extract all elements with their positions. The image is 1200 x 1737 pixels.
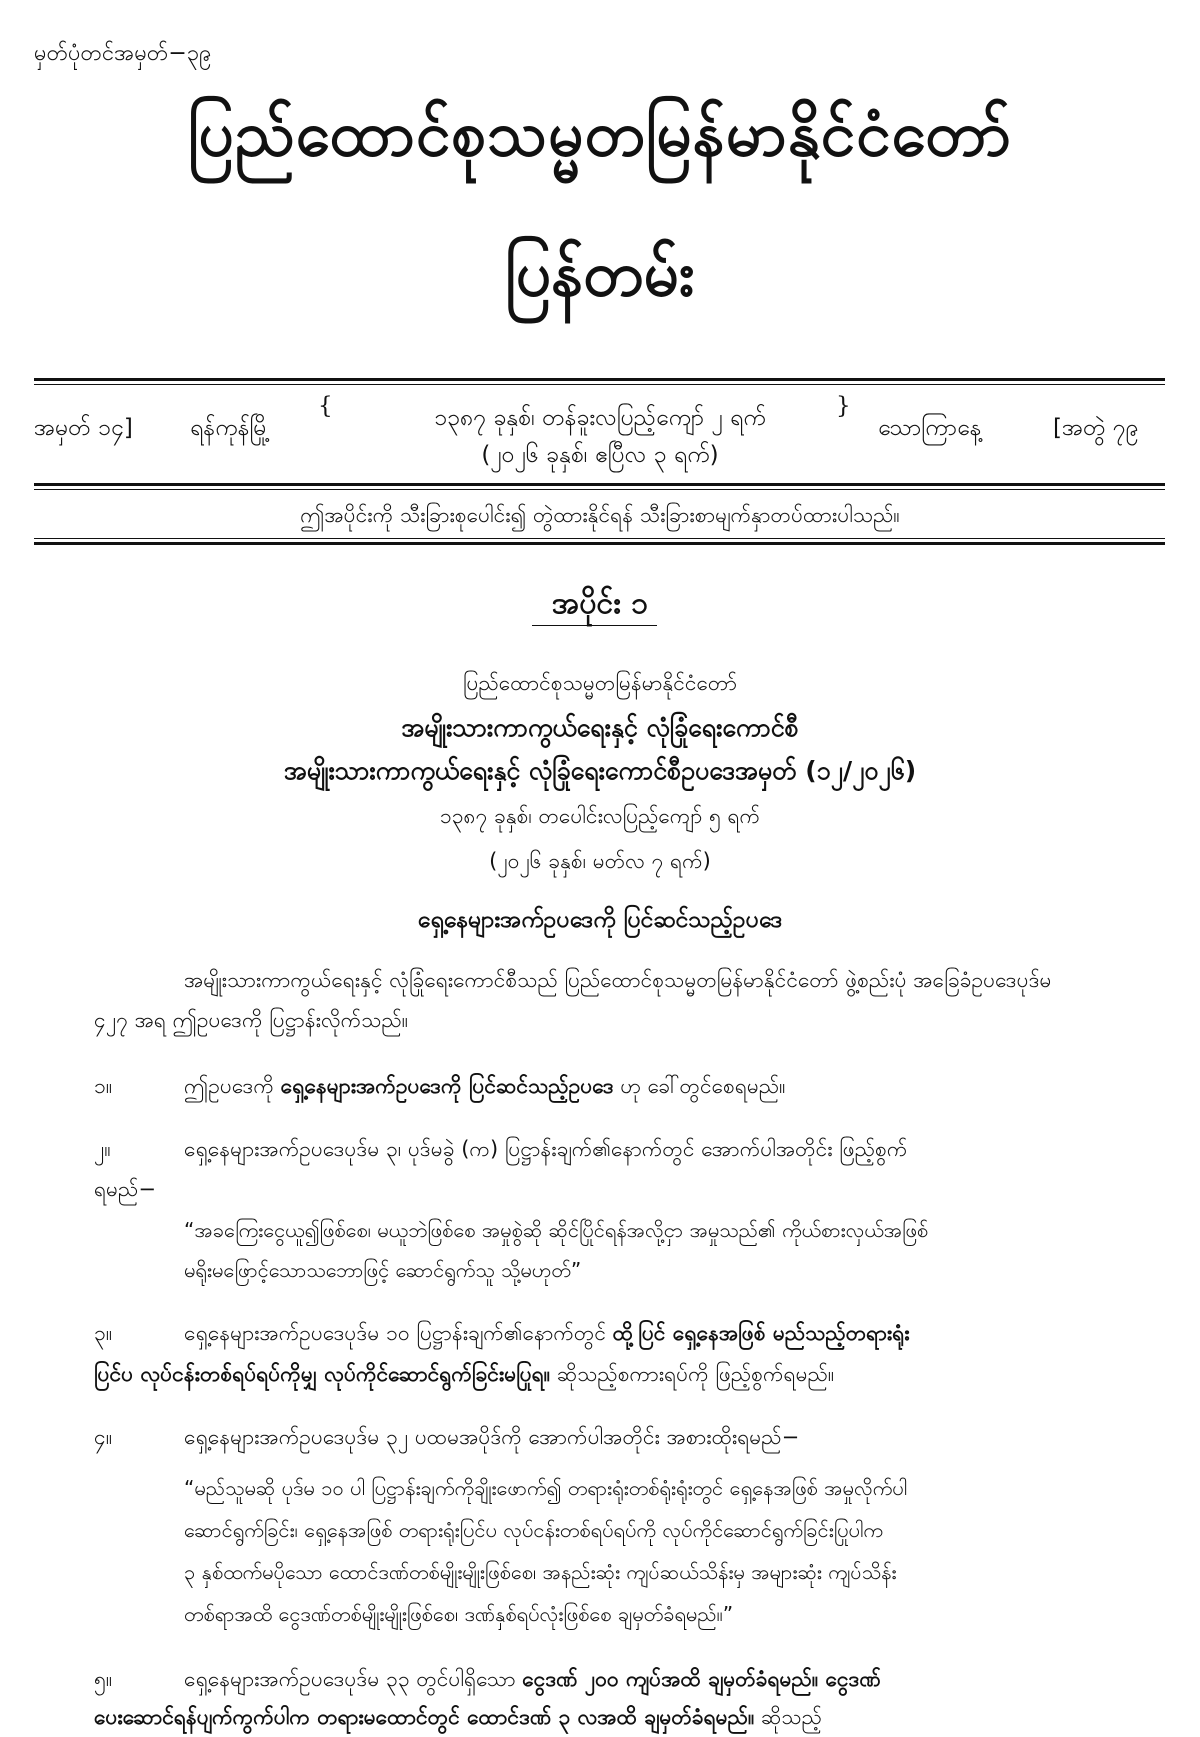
gazette-title: ပြည်ထောင်စုသမ္မတမြန်မာနိုင်ငံတော် (188, 97, 1012, 170)
section-1-text: ဤဥပဒေကို ရှေ့နေများအက်ဥပဒေကို ပြင်ဆင်သည့်ဥပဒေ ဟု ခေါ်တွင်စေရမည်။ (184, 1074, 786, 1098)
weekday: သောကြာနေ့ (878, 415, 982, 441)
section-3-text: ရှေ့နေများအက်ဥပဒေပုဒ်မ ၁၀ ပြဋ္ဌာန်းချက်၏နောက်တွင် ထို့ပြင် ရှေ့နေအဖြစ် မည်သည့်တရားရုံး (184, 1321, 910, 1345)
date-myanmar: ၁၃၈၇ ခုနှစ်၊ တန်ခူးလပြည့်ကျော် ၂ ရက် (434, 405, 766, 431)
rule-mid-thin (34, 489, 1165, 490)
volume-number: [အတွဲ ၇၉ (1053, 415, 1139, 441)
preamble: အမျိုးသားကာကွယ်ရေးနှင့် လုံခြုံရေးကောင်စီသည် ပြည်ထောင်စုသမ္မတမြန်မာနိုင်ငံတော် ဖွဲ့စည်းပုံ အခြေခံဥပဒေပုဒ်မ ၄၂၇ အရ ဤဥပဒေကို ပြဋ္ဌာန်းလိုက်သည်။ (94, 968, 1052, 1032)
rule-bottom-thin (34, 538, 1165, 539)
section-2-quote-2: မရိုးမဖြောင့်သောသဘောဖြင့် ဆောင်ရွက်သူ သို့မဟုတ်” (184, 1258, 582, 1282)
brace-right: } (836, 393, 851, 419)
law-date-myanmar: ၁၃၈၇ ခုနှစ်၊ တပေါင်းလပြည့်ကျော် ၅ ရက် (439, 804, 761, 828)
date-gregorian: (၂၀၂၆ ခုနှစ်၊ ဧပြီလ ၃ ရက်) (481, 442, 719, 468)
section-5-text-cont: ပေးဆောင်ရန်ပျက်ကွက်ပါက တရားမထောင်တွင် ထောင်ဒဏ် ၃ လအထိ ချမှတ်ခံရမည်။ ဆိုသည့် (94, 1705, 822, 1729)
section-4-text: ရှေ့နေများအက်ဥပဒေပုဒ်မ ၃၂ ပထမအပိုဒ်ကို အောက်ပါအတိုင်း အစားထိုးရမည်− (184, 1425, 800, 1449)
section-2-text-cont: ရမည်− (94, 1177, 156, 1201)
section-3-text-cont: ပြင်ပ လုပ်ငန်းတစ်ရပ်ရပ်ကိုမျှ လုပ်ကိုင်ဆောင်ရွက်ခြင်းမပြုရ။ ဆိုသည့်စကားရပ်ကို ဖြည့်စွက်ရမည်။ (94, 1362, 835, 1386)
section-5-number: ၅။ (94, 1667, 113, 1691)
law-council: အမျိုးသားကာကွယ်ရေးနှင့် လုံခြုံရေးကောင်စီ (401, 713, 799, 742)
gazette-subtitle: ပြန်တမ်း (505, 237, 695, 310)
law-issuer: ပြည်ထောင်စုသမ္မတမြန်မာနိုင်ငံတော် (462, 671, 737, 695)
brace-left: { (318, 393, 333, 419)
separate-page-notice: ဤအပိုင်းကို သီးခြားစုပေါင်း၍ တွဲထားနိုင်ရန် သီးခြားစာမျက်နှာတပ်ထားပါသည်။ (300, 503, 900, 527)
rule-top-thin (34, 384, 1165, 385)
issue-number: အမှတ် ၁၄] (34, 415, 133, 441)
section-2-quote-1: “အခကြေးငွေယူ၍ဖြစ်စေ၊ မယူဘဲဖြစ်စေ အမှုစွဲဆို ဆိုင်ပြိုင်ရန်အလို့ငှာ အမှုသည်၏ ကိုယ်စားလှယ်အဖြစ် (184, 1218, 929, 1242)
section-4-number: ၄။ (94, 1425, 113, 1449)
section-5-text: ရှေ့နေများအက်ဥပဒေပုဒ်မ ၃၃ တွင်ပါရှိသော ငွေဒဏ် ၂၀၀ ကျပ်အထိ ချမှတ်ခံရမည်။ ငွေဒဏ် (184, 1667, 881, 1691)
section-4-quote-1: “မည်သူမဆို ပုဒ်မ ၁၀ ပါ ပြဋ္ဌာန်းချက်ကိုချိုးဖောက်၍ တရားရုံးတစ်ရုံးရုံးတွင် ရှေ့နေအဖြစ် အမှုလိုက်ပါ (184, 1476, 908, 1500)
law-title: ရှေ့နေများအက်ဥပဒေကို ပြင်ဆင်သည့်ဥပဒေ (417, 907, 783, 933)
part-heading: အပိုင်း ၁ (551, 586, 649, 621)
part-underline (532, 625, 657, 626)
rule-top-thick (34, 378, 1165, 381)
law-date-gregorian: (၂၀၂၆ ခုနှစ်၊ မတ်လ ၇ ရက်) (489, 849, 711, 873)
section-3-number: ၃။ (94, 1321, 113, 1345)
section-1-number: ၁။ (94, 1074, 113, 1098)
section-4-quote-3: ၃ နှစ်ထက်မပိုသော ထောင်ဒဏ်တစ်မျိုးမျိုးဖြစ်စေ၊ အနည်းဆုံး ကျပ်ဆယ်သိန်းမှ အများဆုံး ကျပ်သိန်း (184, 1560, 897, 1584)
registration-number: မှတ်ပုံတင်အမှတ်−၃၉ (34, 41, 212, 66)
section-2-text: ရှေ့နေများအက်ဥပဒေပုဒ်မ ၃၊ ပုဒ်မခွဲ (က) ပြဋ္ဌာန်းချက်၏နောက်တွင် အောက်ပါအတိုင်း ဖြည့်စွက် (184, 1137, 908, 1161)
law-number: အမျိုးသားကာကွယ်ရေးနှင့် လုံခြုံရေးကောင်စီဥပဒေအမှတ် (၁၂/၂၀၂၆) (283, 756, 917, 785)
rule-mid-thick (34, 483, 1165, 486)
section-4-quote-4: တစ်ရာအထိ ငွေဒဏ်တစ်မျိုးမျိုးဖြစ်စေ၊ ဒဏ်နှစ်ရပ်လုံးဖြစ်စေ ချမှတ်ခံရမည်။” (184, 1602, 734, 1626)
rule-bottom-thick (34, 542, 1165, 545)
section-2-number: ၂။ (94, 1137, 111, 1161)
section-4-quote-2: ဆောင်ရွက်ခြင်း၊ ရှေ့နေအဖြစ် တရားရုံးပြင်ပ လုပ်ငန်းတစ်ရပ်ရပ်ကို လုပ်ကိုင်ဆောင်ရွက်ခြင်းပြုပါက (184, 1518, 883, 1542)
city: ရန်ကုန်မြို့ (190, 415, 271, 441)
